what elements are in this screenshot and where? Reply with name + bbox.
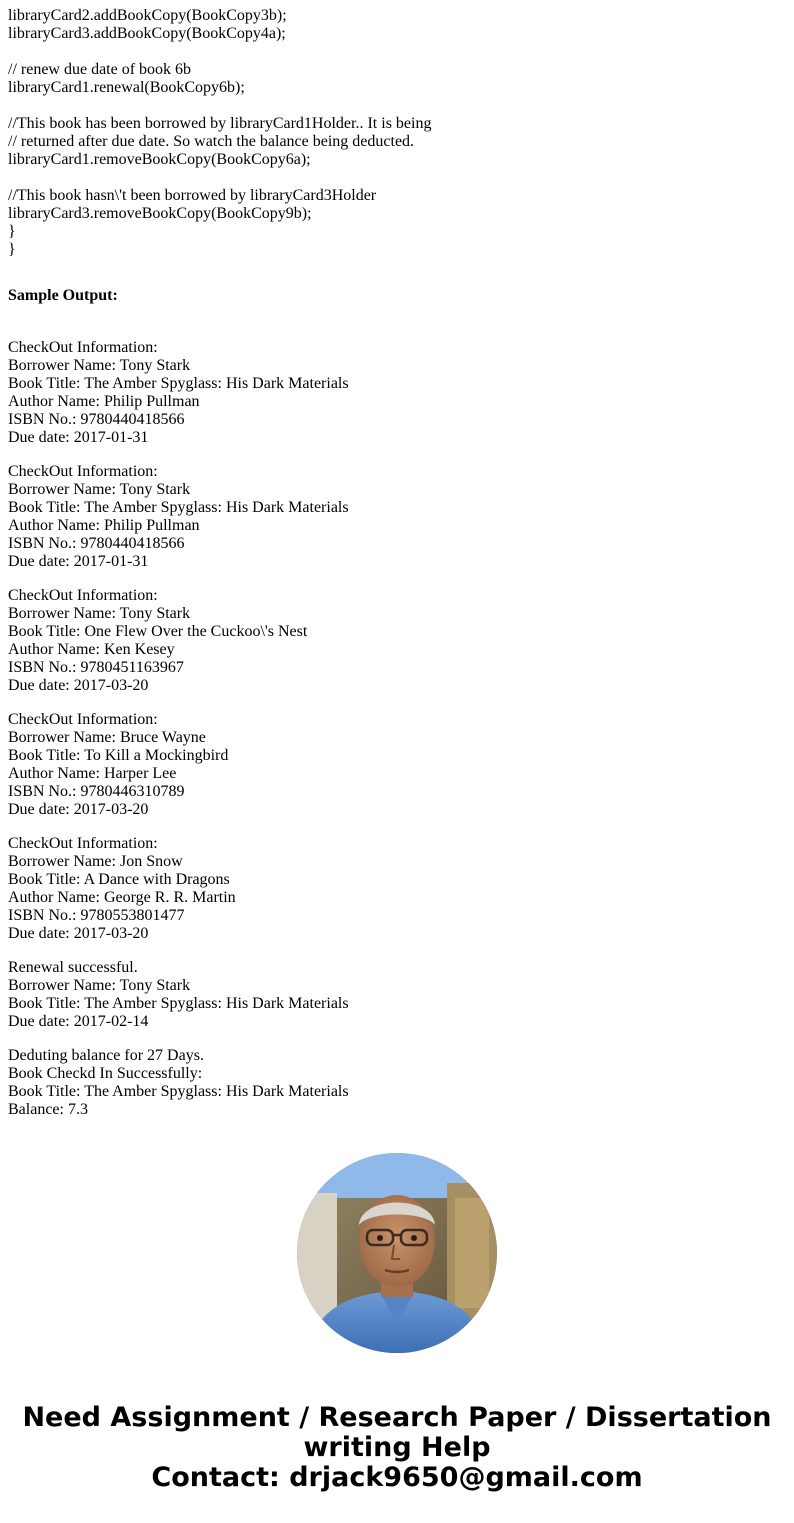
output-line: ISBN No.: 9780553801477 (8, 907, 185, 924)
code-comment: // renew due date of book 6b (8, 61, 192, 78)
code-line: libraryCard3.addBookCopy(BookCopy4a); (8, 25, 286, 42)
footer-line: writing Help (303, 1432, 491, 1463)
output-line: Author Name: Ken Kesey (8, 641, 175, 658)
output-line: Book Title: The Amber Spyglass: His Dark Materials (8, 499, 349, 516)
output-line: CheckOut Information: (8, 835, 158, 852)
code-line: } (8, 241, 16, 258)
output-line: Due date: 2017-01-31 (8, 553, 149, 570)
code-line: libraryCard2.addBookCopy(BookCopy3b); (8, 7, 287, 24)
output-line: Borrower Name: Tony Stark (8, 977, 191, 994)
code-blank-line (8, 97, 786, 115)
document-content (8, 7, 786, 1123)
sample-output (8, 339, 786, 1119)
output-line: ISBN No.: 9780440418566 (8, 535, 185, 552)
code-comment: //This book hasn\'t been borrowed by libraryCard3Holder (8, 187, 377, 204)
footer-line: Need Assignment / Research Paper / Dissertation (22, 1402, 772, 1433)
output-line: Renewal successful. (8, 959, 138, 976)
output-line: Author Name: Harper Lee (8, 765, 177, 782)
output-line: Book Title: One Flew Over the Cuckoo\'s Nest (8, 623, 308, 640)
output-line: Due date: 2017-03-20 (8, 925, 149, 942)
output-line: ISBN No.: 9780451163967 (8, 659, 184, 676)
code-line: libraryCard1.removeBookCopy(BookCopy6a); (8, 151, 311, 168)
output-block (8, 711, 786, 819)
output-block (8, 463, 786, 571)
output-line: Borrower Name: Bruce Wayne (8, 729, 206, 746)
output-block (8, 1047, 786, 1119)
output-line: Book Title: To Kill a Mockingbird (8, 747, 229, 764)
output-block (8, 587, 786, 695)
code-line: } (8, 223, 16, 240)
output-line: Borrower Name: Tony Stark (8, 357, 191, 374)
output-block (8, 835, 786, 943)
output-line: ISBN No.: 9780440418566 (8, 411, 185, 428)
footer-contact (0, 1403, 794, 1493)
output-line: Author Name: Philip Pullman (8, 393, 200, 410)
output-line: Borrower Name: Tony Stark (8, 605, 191, 622)
output-line: CheckOut Information: (8, 711, 158, 728)
footer-contact-email: Contact: drjack9650@gmail.com (151, 1462, 643, 1493)
output-line: Book Title: A Dance with Dragons (8, 871, 230, 888)
output-line: CheckOut Information: (8, 463, 158, 480)
author-avatar (297, 1153, 497, 1353)
output-line: Due date: 2017-03-20 (8, 801, 149, 818)
output-line: Due date: 2017-01-31 (8, 429, 149, 446)
output-line: Borrower Name: Jon Snow (8, 853, 183, 870)
output-line: Borrower Name: Tony Stark (8, 481, 191, 498)
output-line: ISBN No.: 9780446310789 (8, 783, 185, 800)
output-line: Author Name: Philip Pullman (8, 517, 200, 534)
code-blank-line (8, 169, 786, 187)
output-block (8, 339, 786, 447)
code-blank-line (8, 43, 786, 61)
code-comment: //This book has been borrowed by libraryCard1Holder.. It is being (8, 115, 432, 132)
output-line: Book Title: The Amber Spyglass: His Dark Materials (8, 995, 349, 1012)
code-line: libraryCard1.renewal(BookCopy6b); (8, 79, 245, 96)
output-line: Balance: 7.3 (8, 1101, 88, 1118)
output-line: Book Title: The Amber Spyglass: His Dark Materials (8, 375, 349, 392)
output-line: Due date: 2017-02-14 (8, 1013, 149, 1030)
output-line: Book Checkd In Successfully: (8, 1065, 203, 1082)
output-line: CheckOut Information: (8, 587, 158, 604)
output-line: Due date: 2017-03-20 (8, 677, 149, 694)
code-block (8, 7, 786, 259)
code-line: libraryCard3.removeBookCopy(BookCopy9b); (8, 205, 312, 222)
sample-output-heading: Sample Output: (8, 287, 118, 304)
output-block (8, 959, 786, 1031)
output-line: CheckOut Information: (8, 339, 158, 356)
output-line: Deduting balance for 27 Days. (8, 1047, 204, 1064)
code-comment: // returned after due date. So watch the balance being deducted. (8, 133, 415, 150)
output-line: Author Name: George R. R. Martin (8, 889, 236, 906)
output-line: Book Title: The Amber Spyglass: His Dark Materials (8, 1083, 349, 1100)
